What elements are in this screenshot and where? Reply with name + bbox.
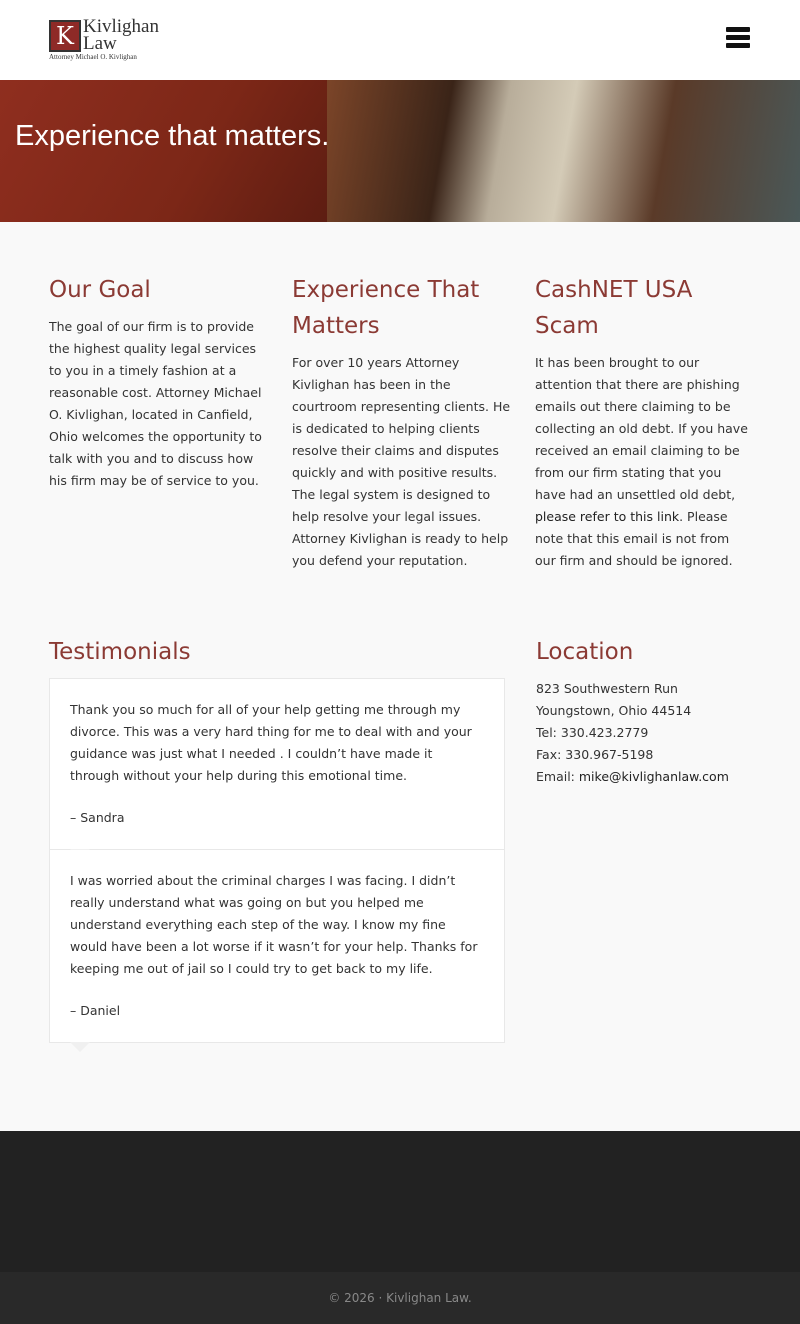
goal-title: Our Goal [49, 277, 151, 303]
logo-name: Kivlighan [83, 16, 159, 37]
copyright: © 2026 · Kivlighan Law. [0, 1272, 800, 1324]
testimonial-author: – Daniel [70, 1003, 121, 1018]
logo-tagline: Attorney Michael O. Kivlighan [49, 53, 137, 61]
scam-section [535, 272, 751, 572]
scam-text [535, 352, 751, 572]
intro-columns [49, 272, 751, 572]
testimonial-quote: I was worried about the criminal charges I was facing. I didn’t really understand what was going on but you helped me understand everything each step of the way. I know my fine would have been a lot worse if it wasn’t for your help. Thanks for keeping me out of jail so I could try to get back to my life. [70, 873, 478, 976]
address-street: 823 Southwestern Run [536, 681, 678, 696]
menu-toggle-hamburger-icon[interactable] [726, 27, 750, 48]
scam-text-before: It has been brought to our attention that there are phishing emails out there claiming to be collecting an old debt. If you have received an email claiming to be from our firm stating that you have had an unsettled old debt, [535, 355, 748, 502]
testimonial-card [49, 678, 505, 850]
location-title: Location [536, 639, 634, 665]
testimonial-card [49, 850, 505, 1043]
scam-title: CashNET USA Scam [535, 277, 693, 339]
location-section [536, 634, 756, 788]
hero-title: Experience that matters. [15, 120, 330, 152]
email-label: Email: [536, 769, 579, 784]
experience-text: For over 10 years Attorney Kivlighan has been in the courtroom representing clients. He is dedicated to helping clients resolve their claims and disputes quickly and with positive results. The legal system is designed to help resolve your legal issues. Attorney Kivlighan is ready to help you defend your reputation. [292, 355, 511, 568]
logo-name-law: Law [83, 33, 117, 54]
site-header [0, 0, 800, 80]
logo[interactable] [49, 16, 165, 61]
footer-widgets [0, 1131, 800, 1272]
phone: Tel: 330.423.2779 [536, 725, 649, 740]
email-line [536, 766, 756, 788]
testimonials-section [49, 634, 505, 1043]
testimonial-author: – Sandra [70, 810, 125, 825]
logo-mark: K [49, 20, 81, 52]
goal-section [49, 272, 292, 572]
scam-link[interactable]: please refer to this link [535, 509, 680, 524]
email-link[interactable]: mike@kivlighanlaw.com [578, 769, 729, 784]
speech-tail [70, 1042, 90, 1052]
experience-title: Experience That Matters [292, 277, 480, 339]
experience-section [292, 272, 535, 572]
fax: Fax: 330.967-5198 [536, 747, 654, 762]
scam-text-after: . Please note that this email is not from our firm and should be ignored. [535, 509, 733, 568]
testimonial-quote: Thank you so much for all of your help getting me through my divorce. This was a very hard thing for me to deal with and your guidance was just what I needed . I couldn’t have made it through without your help during this emotional time. [70, 702, 472, 783]
hero-banner [0, 80, 800, 222]
goal-text: The goal of our firm is to provide the highest quality legal services to you in a timely fashion at a reasonable cost. Attorney Michael O. Kivlighan, located in Canfield, Ohio welcomes the opportunity to talk with you and to discuss how his firm may be of service to you. [49, 319, 262, 488]
address-city: Youngstown, Ohio 44514 [536, 703, 692, 718]
testimonials-title: Testimonials [49, 639, 191, 665]
